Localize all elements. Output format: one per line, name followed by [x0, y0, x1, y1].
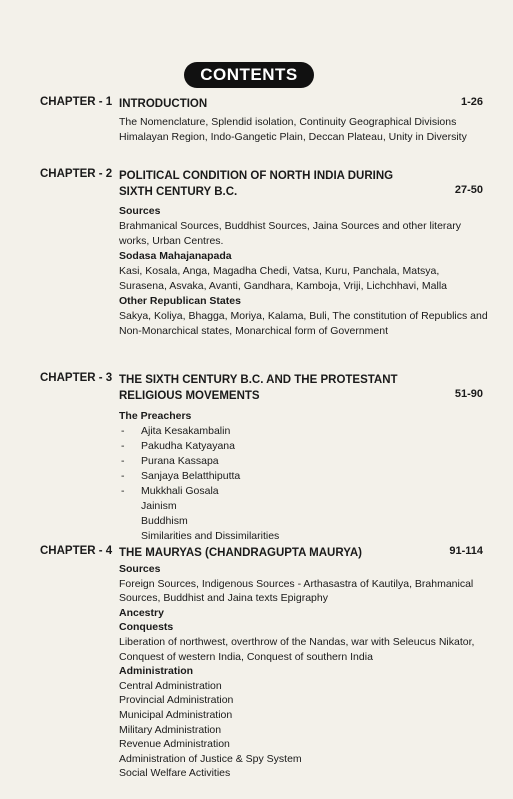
list-item: Similarities and Dissimilarities	[141, 530, 280, 542]
section-text: Foreign Sources, Indigenous Sources - Arthasastra of Kautilya, Brahmanical Sources, Buddhist and Jaina texts Epigraphy	[119, 577, 474, 605]
section-text: Sakya, Koliya, Bhagga, Moriya, Kalama, Buli, The constitution of Republics and Non-Monarchical states, Monarchical form of Government	[119, 310, 488, 337]
chapter-body	[119, 562, 489, 781]
list-item: Social Welfare Activities	[119, 767, 231, 780]
list-item: - Pakudha Katyayana	[119, 439, 489, 454]
chapter-pages: 51-90	[454, 388, 483, 400]
list-item: Jainism	[141, 500, 177, 512]
chapter-body	[119, 204, 489, 339]
chapter-title: POLITICAL CONDITION OF NORTH INDIA DURING SIXTH CENTURY B.C.	[119, 170, 394, 198]
list-item: - Mukkhali Gosala	[119, 484, 489, 499]
list-item: Administration of Justice & Spy System	[119, 752, 302, 765]
chapter-title: THE MAURYAS (CHANDRAGUPTA MAURYA)	[119, 547, 362, 559]
chapter-title: INTRODUCTION	[119, 98, 208, 110]
section-heading: Conquests	[119, 621, 174, 634]
list-item: Buddhism	[141, 515, 188, 527]
chapter-pages: 27-50	[454, 184, 483, 196]
chapter-label: CHAPTER - 2	[40, 168, 113, 180]
list-item: Municipal Administration	[119, 708, 233, 721]
section-heading: Other Republican States	[119, 295, 241, 307]
chapter-label: CHAPTER - 4	[40, 545, 113, 557]
list-item: Central Administration	[119, 679, 222, 692]
preachers-list	[119, 424, 489, 499]
list-item: Revenue Administration	[119, 738, 230, 751]
section-heading: Sources	[119, 563, 161, 575]
chapter-label: CHAPTER - 1	[40, 96, 113, 108]
chapter-label: CHAPTER - 3	[40, 372, 113, 384]
section-heading: Sodasa Mahajanapada	[119, 250, 232, 262]
list-item: - Sanjaya Belatthiputta	[119, 469, 489, 484]
list-item: - Purana Kassapa	[119, 454, 489, 469]
list-item: Military Administration	[119, 723, 222, 736]
chapter-pages: 91-114	[449, 545, 483, 557]
section-text: Brahmanical Sources, Buddhist Sources, Jaina Sources and other literary works, Urban Centres.	[119, 220, 462, 247]
section-heading: Sources	[119, 205, 161, 217]
chapter-title: THE SIXTH CENTURY B.C. AND THE PROTESTANT RELIGIOUS MOVEMENTS	[119, 374, 398, 402]
section-text: Liberation of northwest, overthrow of the Nandas, war with Seleucus Nikator, Conquest of western India, Conquest of southern India	[119, 635, 475, 663]
list-item: Provincial Administration	[119, 694, 234, 707]
section-heading: The Preachers	[119, 410, 192, 422]
contents-heading	[184, 62, 314, 88]
contents-heading-text: CONTENTS	[200, 65, 298, 84]
section-heading: Ancestry	[119, 606, 164, 619]
section-heading: Administration	[119, 665, 194, 678]
list-item: - Ajita Kesakambalin	[119, 424, 489, 439]
chapter-description: The Nomenclature, Splendid isolation, Continuity Geographical Divisions Himalayan Region, Indo-Gangetic Plain, Deccan Plateau, Unity in Diversity	[119, 116, 467, 143]
section-text: Kasi, Kosala, Anga, Magadha Chedi, Vatsa, Kuru, Panchala, Matsya, Surasena, Asvaka, Avanti, Gandhara, Kamboja, Vriji, Lichchhavi, Malla	[119, 265, 448, 292]
chapter-body	[119, 409, 489, 544]
chapter-pages: 1-26	[460, 96, 483, 108]
